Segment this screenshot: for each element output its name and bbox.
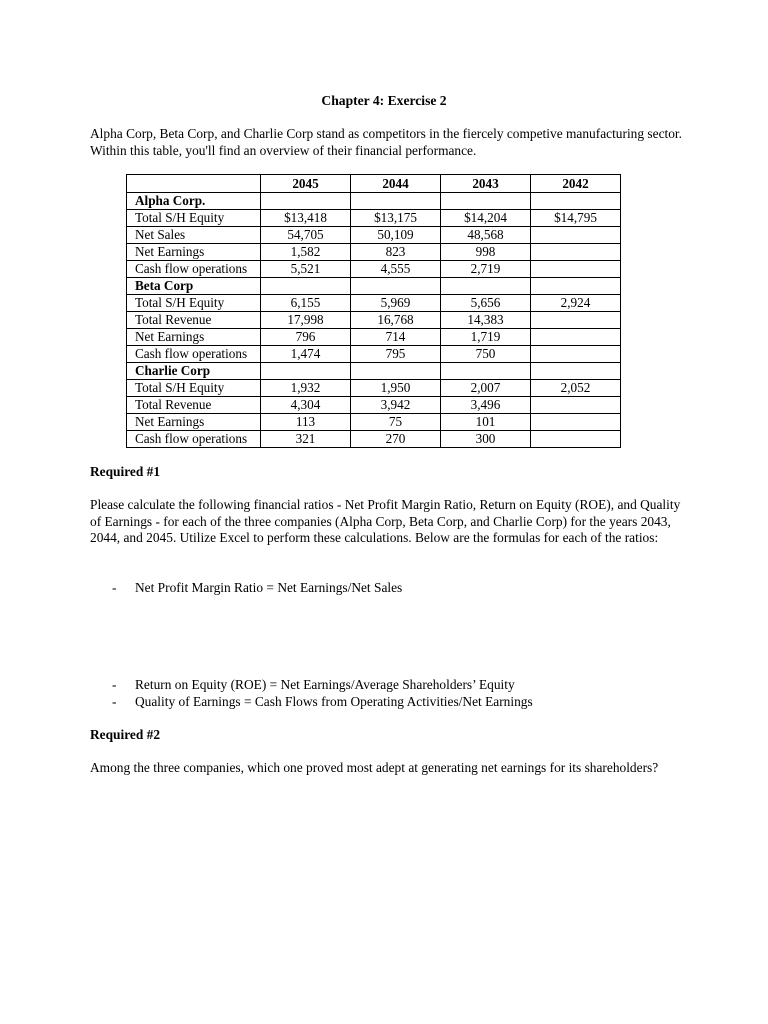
table-cell <box>351 363 441 380</box>
table-cell: $13,418 <box>261 210 351 227</box>
table-cell: 50,109 <box>351 227 441 244</box>
table-cell: 3,496 <box>441 397 531 414</box>
bullet-marker: - <box>112 580 117 595</box>
ratio-formula: Return on Equity (ROE) = Net Earnings/Average Shareholders’ Equity <box>135 677 515 692</box>
required-1-heading: Required #1 <box>90 464 161 479</box>
table-row <box>127 414 621 431</box>
table-cell <box>531 193 621 210</box>
row-label: Cash flow operations <box>127 346 261 363</box>
table-cell: 321 <box>261 431 351 448</box>
table-row <box>127 210 621 227</box>
table-cell <box>531 244 621 261</box>
row-label: Cash flow operations <box>127 431 261 448</box>
table-cell: 795 <box>351 346 441 363</box>
table-cell: 6,155 <box>261 295 351 312</box>
table-cell <box>531 278 621 295</box>
table-cell <box>351 278 441 295</box>
table-cell: $14,204 <box>441 210 531 227</box>
table-cell: 2,719 <box>441 261 531 278</box>
table-row <box>127 329 621 346</box>
table-cell: 4,555 <box>351 261 441 278</box>
table-cell: 75 <box>351 414 441 431</box>
company-row <box>127 278 621 295</box>
row-label: Net Earnings <box>127 244 261 261</box>
table-cell <box>531 227 621 244</box>
table-cell: 1,719 <box>441 329 531 346</box>
table-cell: 101 <box>441 414 531 431</box>
table-cell: 2,052 <box>531 380 621 397</box>
table-cell <box>261 363 351 380</box>
table-cell <box>261 278 351 295</box>
page-title: Chapter 4: Exercise 2 <box>321 93 447 108</box>
company-name: Charlie Corp <box>127 363 261 380</box>
year-header: 2045 <box>261 175 351 193</box>
table-cell <box>351 193 441 210</box>
table-cell <box>531 312 621 329</box>
table-cell: 1,474 <box>261 346 351 363</box>
table-cell <box>531 329 621 346</box>
table-cell <box>441 363 531 380</box>
table-cell <box>531 431 621 448</box>
ratio-bullet <box>112 694 533 711</box>
table-cell <box>531 414 621 431</box>
company-name: Beta Corp <box>127 278 261 295</box>
intro-paragraph: Alpha Corp, Beta Corp, and Charlie Corp stand as competitors in the fiercely competive manufacturing sector. Within this table, you'll find an overview of their financial performance. <box>90 126 682 158</box>
ratio-bullet <box>112 677 515 694</box>
row-label: Total S/H Equity <box>127 295 261 312</box>
table-cell: 796 <box>261 329 351 346</box>
row-label: Cash flow operations <box>127 261 261 278</box>
table-cell: 5,656 <box>441 295 531 312</box>
year-header: 2042 <box>531 175 621 193</box>
table-row <box>127 431 621 448</box>
table-row <box>127 380 621 397</box>
table-row <box>127 227 621 244</box>
ratio-formula: Net Profit Margin Ratio = Net Earnings/Net Sales <box>135 580 403 595</box>
table-cell: 5,969 <box>351 295 441 312</box>
table-cell: 3,942 <box>351 397 441 414</box>
table-cell: 14,383 <box>441 312 531 329</box>
table-cell: 54,705 <box>261 227 351 244</box>
table-cell: 300 <box>441 431 531 448</box>
table-cell: 1,932 <box>261 380 351 397</box>
row-label: Total S/H Equity <box>127 380 261 397</box>
table-cell: 270 <box>351 431 441 448</box>
table-cell: 1,950 <box>351 380 441 397</box>
bullet-marker: - <box>112 694 117 709</box>
ratio-formula: Quality of Earnings = Cash Flows from Operating Activities/Net Earnings <box>135 694 533 709</box>
table-body <box>127 193 621 448</box>
row-label: Net Sales <box>127 227 261 244</box>
table-row <box>127 397 621 414</box>
row-label: Net Earnings <box>127 414 261 431</box>
company-row <box>127 363 621 380</box>
company-row <box>127 193 621 210</box>
table-cell: $14,795 <box>531 210 621 227</box>
year-header: 2044 <box>351 175 441 193</box>
table-cell: 16,768 <box>351 312 441 329</box>
required-2-heading: Required #2 <box>90 727 161 742</box>
ratio-bullet <box>112 580 402 597</box>
table-cell: 2,924 <box>531 295 621 312</box>
financial-table <box>126 174 621 448</box>
table-cell <box>261 193 351 210</box>
table-row <box>127 295 621 312</box>
table-row <box>127 346 621 363</box>
table-header-row <box>127 175 621 193</box>
table-cell: 823 <box>351 244 441 261</box>
table-cell: 113 <box>261 414 351 431</box>
table-row <box>127 312 621 329</box>
table-cell <box>531 261 621 278</box>
table-cell: 750 <box>441 346 531 363</box>
table-cell <box>531 346 621 363</box>
table-cell: 5,521 <box>261 261 351 278</box>
company-name: Alpha Corp. <box>127 193 261 210</box>
table-cell <box>531 363 621 380</box>
table-row <box>127 261 621 278</box>
table-cell: 48,568 <box>441 227 531 244</box>
table-cell: $13,175 <box>351 210 441 227</box>
bullet-marker: - <box>112 677 117 692</box>
required-2-question: Among the three companies, which one proved most adept at generating net earnings for its shareholders? <box>90 760 659 775</box>
table-cell: 1,582 <box>261 244 351 261</box>
table-cell <box>531 397 621 414</box>
header-corner <box>127 175 261 193</box>
year-header: 2043 <box>441 175 531 193</box>
table-cell <box>441 193 531 210</box>
row-label: Net Earnings <box>127 329 261 346</box>
table-cell: 998 <box>441 244 531 261</box>
row-label: Total Revenue <box>127 312 261 329</box>
table-cell: 714 <box>351 329 441 346</box>
row-label: Total S/H Equity <box>127 210 261 227</box>
table-row <box>127 244 621 261</box>
table-cell: 4,304 <box>261 397 351 414</box>
table-cell: 2,007 <box>441 380 531 397</box>
required-1-paragraph: Please calculate the following financial ratios - Net Profit Margin Ratio, Return on Equity (ROE), and Quality of Earnings - for each of the three companies (Alpha Corp, Beta Corp, and Charlie Corp) for the years 2043, 2044, and 2045. Utilize Excel to perform these calculations. Below are the formulas for each of the ratios: <box>90 497 681 545</box>
row-label: Total Revenue <box>127 397 261 414</box>
table-cell: 17,998 <box>261 312 351 329</box>
table-cell <box>441 278 531 295</box>
